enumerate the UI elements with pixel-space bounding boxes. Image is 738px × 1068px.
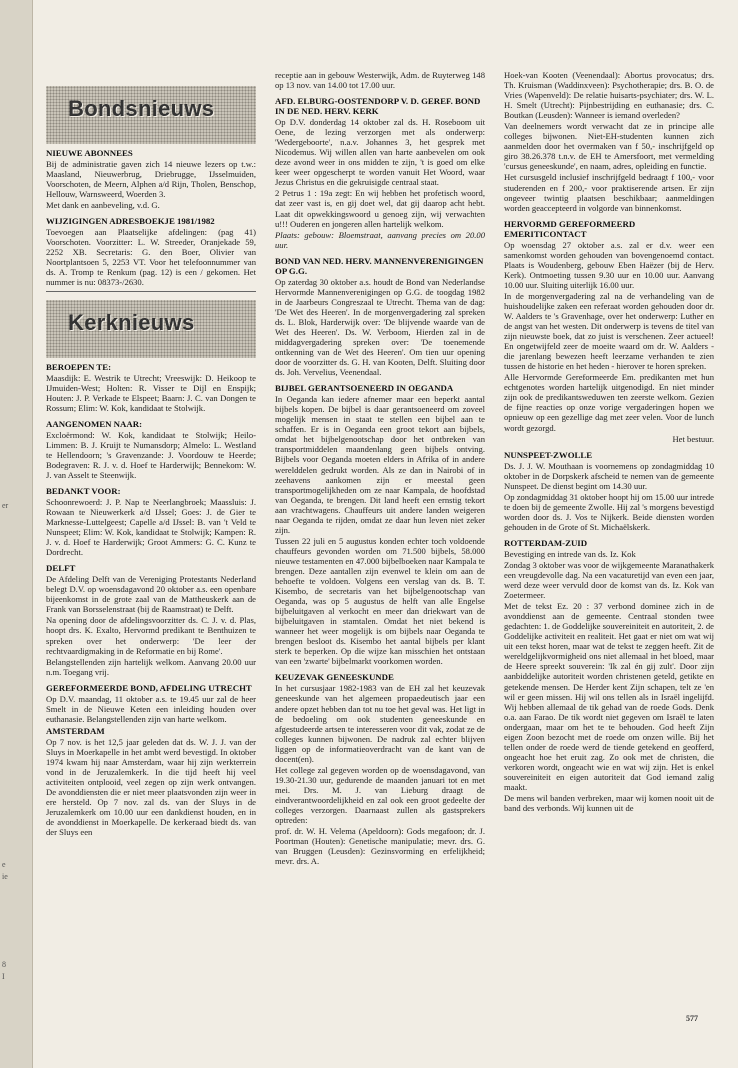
- paragraph: prof. dr. W. H. Velema (Apeldoorn): Gods megafoon; dr. J. Poortman (Houten): Genetische manipulatie; mevr. drs. G. van Bruggen (Leusden): Gezinsvorming en erfelijkheid; mevr. drs. A.: [275, 826, 485, 867]
- signature: Met dank en aanbeveling, v.d. G.: [46, 200, 160, 211]
- heading-bijbel-gerantsoeneerd: BIJBEL GERANTSOENEERD IN OEGANDA: [275, 383, 454, 394]
- paragraph: Op D.V. maandag, 11 oktober a.s. te 19.45 uur zal de heer Smelt in de Nieuwe Keten een inleiding houden over euthanasie. Belangstellenden zijn van harte welkom.: [46, 693, 256, 724]
- heading-bedankt-voor: BEDANKT VOOR:: [46, 485, 121, 496]
- column-3: [504, 70, 714, 814]
- paragraph: Bevestiging en intrede van ds. Iz. Kok: [504, 548, 636, 559]
- paragraph: Op zaterdag 30 oktober a.s. houdt de Bond van Nederlandse Hervormde Mannenverenigingen op G.G. de toogdag 1982 in de Jaarbeurs Congreszaal te Utrecht. Thema van de dag: 'De Wet des Heeren'. In de morgenvergadering zal spreken ds. L. Blok, Harderwijk over: 'De blijvende waarde van de Wet des Heeren'. Ds. W. Verboom, Hierden zal in de middagvergadering spreken over: 'De toenemende ontkenning van de Wet des Heeren'. Om tien uur opening door de voorzitter ds. G. H. van Kooten, Delft. Sluiting door ds. Joh. Vervelius, Veenendaal.: [275, 276, 485, 378]
- heading-nieuwe-abonnees: NIEUWE ABONNEES: [46, 148, 133, 158]
- paragraph: Met de tekst Ez. 20 : 37 verbond dominee zich in de avonddienst aan de gemeente. Centraal stonden twee gedachten: 1. de Goddelijke souvereiniteit en autoriteit, 2. de Goddelijke activiteit en realiteit. Het gaat er niet om wat wij uit een tekst horen, maar wat de tekst te zeggen heeft. Zit de wereldgelijkvormigheid ons niet allemaal in het bloed, maar de Heere spreekt souverein: 'Ik zal én gij zult'. Door zijn aanbiddelijke autoriteit worden christenen geteld, getikte en getekende mensen. De Herder kent Zijn schapen, telt ze 'en wil er geen missen. Hij wil ons tellen als in Israël ingelijfd. Wij hebben allemaal de tik gehad van de roede Gods. Denk o.a. aan Farao. De tik wordt niet gegeven om Israël te laten ondergaan, maar om het te te behouden. God heeft Zijn eigen Zoon bezocht met de roede om onzen wille. Bij het tellen onder de roede werd de tiende getekend en geofferd, ongeacht hoe het eruit zag. Zo ook met de christen, die verkoren wordt, ongeacht wie en wat wij zijn. Het is enkel souvereiniteit en eigen autoriteit dat God iemand zalig maakt.: [504, 601, 714, 792]
- heading-delft: DELFT: [46, 563, 76, 574]
- paragraph: In het cursusjaar 1982-1983 van de EH zal het keuzevak geneeskunde van het algemeen propaedeutisch jaar een andere opzet hebben dan tot nu toe het geval was. Het ligt in de bedoeling om ook studenten geneeskunde en afgestudeerde artsen te interesseren voor dit vak, zodat ze de colleges kunnen bijwonen. De nadruk zal echter blijven liggen op de informatieoverdracht van de kant van de docent(en).: [275, 683, 485, 764]
- paragraph: Plaats: gebouw: Bloemstraat, aanvang precies om 20.00 uur.: [275, 229, 485, 250]
- paragraph: In Oeganda kan iedere afnemer maar een beperkt aantal bijbels kopen. De bijbel is daar gerantsoeneerd om zoveel mogelijk mensen in staat te stellen een bijbel aan te schaffen. Er is in Oeganda een groot tekort aan bijbels, omdat het bijbelgenootschap door het ontbreken van transportmiddelen maandenlang geen bijbels ontving. Bijbels voor Oeganda moeten elders in Afrika of in andere werelddelen gedrukt worden. Als ze dan in Nairobi of in zeehavens aankomen zijn er meestal geen transportmogelijkheden om ze naar Kampala, de hoofdstad van Oeganda, te brengen. Dit land heeft een ernstig tekort aan vrachtwagens. Chauffeurs uit andere landen weigeren naar Oeganda te rijden, omdat ze daar hun leven niet zeker zijn.: [275, 394, 485, 535]
- heading-wijzigingen-adresboekje: WIJZIGINGEN ADRESBOEKJE 1981/1982: [46, 216, 215, 227]
- paragraph: Tussen 22 juli en 5 augustus konden echter toch voldoende chauffeurs gevonden worden om 71.500 bijbels, 58.000 nieuwe testamenten en 47.000 bijbelboeken naar Kampala te brengen. Deze aantallen zijn evenwel te klein om aan de behoefte te voldoen. Volgens een verslag van ds. B. T. Kisembo, de secretaris van het bijbelgenootschap van Oeganda, was op 5 augustus de helft van alle Engelse bijbeluitgaven al verkocht en meer dan driekwart van de bijbeluitgaven in stamtalen. Omdat het niet bekend is wanneer het weer mogelijk is om bijbels naar Oeganda te brengen besloot ds. Kisembo het aantal bijbels per klant sterk te beperken. Op die wijze kan misschien het ontstaan van een 'zwarte' bijbelmarkt voorkomen worden.: [275, 535, 485, 667]
- paragraph: De Afdeling Delft van de Vereniging Protestants Nederland belegt D.V. op woensdagavond 20 oktober a.s. een openbare bijeenkomst in de grote zaal van de Mattheuskerk aan de Frank van Borsselenstraat (bij de Raamstraat) te Delft.: [46, 574, 256, 615]
- left-page-margin: [0, 0, 33, 1068]
- divider: [46, 291, 256, 292]
- heading-gereformeerde-bond-utrecht: GEREFORMEERDE BOND, AFDELING UTRECHT: [46, 682, 252, 693]
- heading-afd-elburg-oostendorp: AFD. ELBURG-OOSTENDORP V. D. GEREF. BOND IN DE NED. HERV. KERK: [275, 96, 481, 117]
- paragraph: Toevoegen aan Plaatselijke afdelingen: (pag 41) Voorschoten. Voorzitter: L. W. Streeder, Oranjekade 59, 2252 XB. Secretaris: G. den Boer, Olivier van Noortplantsoen 5, 2253 VT. Voor het telefoonnummer van ds. A. Tromp te Renkum (pag. 12) is een / gekomen. Het nummer is nu: 08373-/2630.: [46, 227, 256, 288]
- paragraph: Op zondagmiddag 31 oktober hoopt hij om 15.00 uur intrede te doen bij de gemeente Zwolle. Hij zal 's morgens bevestigd worden door ds. J. Vos te Nijkerk. Beide diensten worden gehouden in de Grote of St. Michaëlskerk.: [504, 491, 714, 532]
- heading-emeriti-contact: HERVORMD GEREFORMEERD EMERITICONTACT: [504, 218, 636, 239]
- heading-keuzevak-geneeskunde: KEUZEVAK GENEESKUNDE: [275, 672, 394, 683]
- signature: Het bestuur.: [672, 433, 714, 444]
- paragraph: Het cursusgeld inclusief inschrijfgeld bedraagt f 100,- voor studerenden en f 200,- voor praktiserende artsen. Er zijn ongeveer twintig plaatsen beschikbaar; aanmeldingen worden geaccepteerd in volgorde van binnenkomst.: [504, 172, 714, 213]
- heading-bond-mannenverenigingen: BOND VAN NED. HERV. MANNENVERENIGINGEN OP G.G.: [275, 255, 484, 276]
- paragraph: Op 7 nov. is het 12,5 jaar geleden dat ds. W. J. J. van der Sluys in Moerkapelle in het ambt werd bevestigd. In oktober 1974 kwam hij naar Amsterdam, waar hij zijn werkterrein vond in de Jeruzalemkerk. In die tijd heeft hij veel activiteiten ontplooid, veel zegen op zijn werk ontvangen. De avonddiensten die er niet meer plaatsvonden zijn weer in ere hersteld. Op 7 nov. zal ds. van der Sluys in de Jeruzalemkerk om 10.00 uur een dankdienst houden, en in de avonddienst in Moerkapelle. De kerkeraad biedt ds. van der Sluys een: [46, 736, 256, 838]
- margin-fragment: er: [2, 501, 9, 510]
- heading-rotterdam-zuid: ROTTERDAM-ZUID: [504, 537, 588, 548]
- paragraph: Excloërmond: W. Kok, kandidaat te Stolwijk; Heilo-Limmen: B. J. Kruijt te Numansdorp; Almelo: L. Westland te Hellendoorn; 's Gravenzande: J. Voordouw te Heerde; Bodegraven: R. J. v. d. Hoef te Harderwijk; Bennekom: W. J. van Asselt te Steenwijk.: [46, 429, 256, 480]
- paragraph: Op woensdag 27 oktober a.s. zal er d.v. weer een samenkomst worden gehouden van bovengenoemd contact. Plaats is Woudenberg, gebouw Eben Haëzer (bij de Herv. Kerk). Ontmoeting tussen 9.30 uur en 10.00 uur. Aanvang 10.00 uur. Sluiting uiterlijk 16.00 uur.: [504, 239, 714, 290]
- paragraph: receptie aan in gebouw Westerwijk, Adm. de Ruyterweg 148 op 13 nov. van 14.00 tot 17.00 uur.: [275, 70, 485, 91]
- heading-beroepen-te: BEROEPEN TE:: [46, 361, 112, 372]
- paragraph: Na opening door de afdelingsvoorzitter ds. C. J. v. d. Plas, hoopt drs. K. Exalto, Hervormd predikant te Benthuizen te spreken over het onderwerp: 'De leer der rechtvaardigmaking in de Reformatie en bij Rome'.: [46, 615, 256, 656]
- page-number: 577: [686, 1014, 698, 1023]
- margin-fragment: I: [2, 972, 5, 981]
- paragraph: Van deelnemers wordt verwacht dat ze in principe alle colleges bijwonen. Niet-EH-studenten kunnen zich aanmelden door het overmaken van f 50,- inschrijfgeld op giro 38.26.378 t.n.v. de EH te Amersfoort, met vermelding 'cursus geneeskunde', en naam, adres, opleiding en functie.: [504, 121, 714, 172]
- section-banner-bondsnieuws: [46, 86, 256, 144]
- paragraph: Alle Hervormde Gereformeerde Em. predikanten met hun echtgenotes worden hartelijk uitgenodigd. En niet minder zijn ook de predikantsweduwen ten zeerste welkom. Gezien de fijne reacties op onze vorige vergaderingen hopen we opnieuw op een gezellige dag met zeer velen. Voor de lunch wordt gezorgd.: [504, 372, 714, 433]
- section-banner-kerknieuws: [46, 300, 256, 358]
- paragraph: De mens wil banden verbreken, maar wij komen nooit uit de band des verbonds. Wij kunnen uit de: [504, 793, 714, 814]
- margin-fragment: 8: [2, 960, 6, 969]
- column-2: [275, 70, 485, 867]
- paragraph: Schoonrewoerd: J. P. Nap te Neerlangbroek; Maassluis: J. Rowaan te Nieuwerkerk a/d IJssel; Goes: J. de Gier te Marknesse-Luttelgeest; Capelle a/d IJssel: B. van 't Veld te Nunspeet; Elim: W. Kok, kandidaat te Stolwijk; Kampen: R. J. v. d. Hoef te Harderwijk; Groot Ammers: G. C. Kunz te Dordrecht.: [46, 496, 256, 558]
- banner-title: Kerknieuws: [68, 309, 195, 335]
- paragraph: Het college zal gegeven worden op de woensdagavond, van 19.30-21.30 uur, gedurende de maanden januari tot en met mei. Drs. M. J. van Lieburg draagt de eindverantwoordelijkheid en zal ook een groot gedeelte der colleges verzorgen. Daarnaast zullen als gastsprekers optreden:: [275, 764, 485, 826]
- margin-fragment: ie: [2, 872, 8, 881]
- column-1: [46, 86, 256, 838]
- banner-title: Bondsnieuws: [68, 96, 215, 121]
- paragraph: Ds. J. J. W. Mouthaan is voornemens op zondagmiddag 10 oktober in de Dorpskerk afscheid te nemen van de gemeente Nunspeet. De dienst begint om 14.30 uur.: [504, 460, 714, 491]
- heading-amsterdam: AMSTERDAM: [46, 725, 105, 736]
- paragraph: Zondag 3 oktober was voor de wijkgemeente Maranathakerk een vreugdevolle dag. Na een vacaturetijd van even een jaar, werd deze weer vervuld door de komst van ds. Iz. Kok van Zoetermeer.: [504, 559, 714, 601]
- heading-aangenomen-naar: AANGENOMEN NAAR:: [46, 418, 143, 429]
- paragraph: 2 Petrus 1 : 19a zegt: En wij hebben het profetisch woord, dat zeer vast is, en gij doet wel, dat gij daarop acht hebt. Laat dit opwekkingswoord u genoeg zijn, wij verwachten u!!! Ouderen en jongeren allen hartelijk welkom.: [275, 188, 485, 229]
- margin-fragment: e: [2, 860, 6, 869]
- paragraph: Hoek-van Kooten (Veenendaal): Abortus provocatus; drs. Th. Kruisman (Waddinxveen): Psychotherapie; drs. B. O. de Vries (Wapenveld): De relatie huisarts-psychiater; drs. W. L. H. Smelt (Utrecht): Pijnbestrijding en euthanasie; drs. C. Boutkan (Leusden): Wanneer is iemand overleden?: [504, 70, 714, 121]
- paragraph: Maasdijk: E. Westrik te Utrecht; Vreeswijk: D. Heikoop te IJmuiden-West; Holten: R. Visser te Dijl en Enspijk; Houten: J. P. Verkade te Elspeet; Baarn: J. C. van Dongen te Rossum; Elim: W. Kok, kandidaat te Stolwijk.: [46, 372, 256, 413]
- heading-nunspeet-zwolle: NUNSPEET-ZWOLLE: [504, 449, 593, 460]
- paragraph: Op D.V. donderdag 14 oktober zal ds. H. Roseboom uit Oene, de lezing verzorgen met als onderwerp: 'Wedergeboorte', n.a.v. Johannes 3, het gesprek met Nicodemus. Wij willen allen van harte aanbevelen om ook deze avond weer in ons midden te zijn, 't is goed om elke keer weer opgescherpt te worden vanuit Het Woord, waar Jezus Christus en die gekruisigde centraal staat.: [275, 117, 485, 188]
- paragraph: In de morgenvergadering zal na de verhandeling van de huishoudelijke zaken een referaat worden gehouden door dr. W. Aalders te 's Gravenhage, over het onderwerp: Luther en de angst van het westen. Dit onderwerp is tevens de titel van zijn nieuwste boek, dat zo juist is verschenen. Zeer actueel! En ongetwijfeld zeer de moeite waard om dr. W. Aalders - die jarenlang bewezen heeft leerzame verhanden te zien tussen de historie en het heden - hierover te horen spreken.: [504, 290, 714, 372]
- paragraph: Belangstellenden zijn hartelijk welkom. Aanvang 20.00 uur n.m. Toegang vrij.: [46, 656, 256, 677]
- paragraph: Bij de administratie gaven zich 14 nieuwe lezers op t.w.: Maasland, Nieuwerbrug, Driebrugge, IJsselmuiden, Voorschoten, de Meern, Alphen a/d Rijn, Tholen, Benschop, Hellouw, Warnsweerd, Woerden 3.: [46, 159, 256, 200]
